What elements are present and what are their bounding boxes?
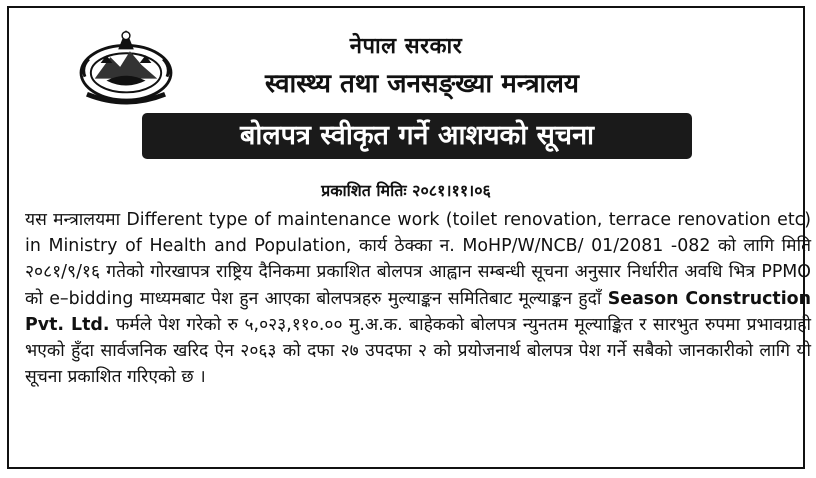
notice-body: [25, 207, 811, 390]
government-name: नेपाल सरकार: [349, 34, 463, 59]
notice-title-banner: [142, 113, 692, 159]
ministry-name: स्वास्थ्य तथा जनसङ्ख्या मन्त्रालय: [264, 69, 579, 99]
body-text-after: फर्मले पेश गरेको रु ५,०२३,११०.०० मु.अ.क. बाहेकको बोलपत्र न्युनतम मूल्याङ्कित र सारभुत रुपमा प्रभावग्राही भएको हुँदा सार्वजनिक खरिद ऐन २०६३ को दफा २७ उपदफा २ को प्रयोजनार्थ बोलपत्र पेश गर्ने सबैको जानकारीको लागि यो सूचना प्रकाशित गरिएको छ ।: [25, 314, 811, 388]
notice-frame: [7, 6, 811, 469]
body-text-before: यस मन्त्रालयमा Different type of maintenance work (toilet renovation, terrace renovation etc) in Ministry of Health and Population, कार्य ठेक्का न. MoHP/W/NCB/ 01/2081 -082 को लागि मिति २०८१/९/१६ गतेको गोरखापत्र राष्ट्रिय दैनिकमा प्रकाशित बोलपत्र आह्वान सम्बन्धी सूचना अनुसार निर्धारीत अवधि भित्र PPMO को e–bidding माध्यमबाट पेश हुन आएका बोलपत्रहरु मुल्याङ्कन समितिबाट मूल्याङ्कन हुदाँ: [25, 210, 811, 309]
notice-title: बोलपत्र स्वीकृत गर्ने आशयको सूचना: [239, 120, 595, 151]
company-name: Season Construction Pvt. Ltd.: [25, 288, 811, 335]
published-date: प्रकाशित मितिः २०८१।११।०६: [321, 181, 491, 200]
